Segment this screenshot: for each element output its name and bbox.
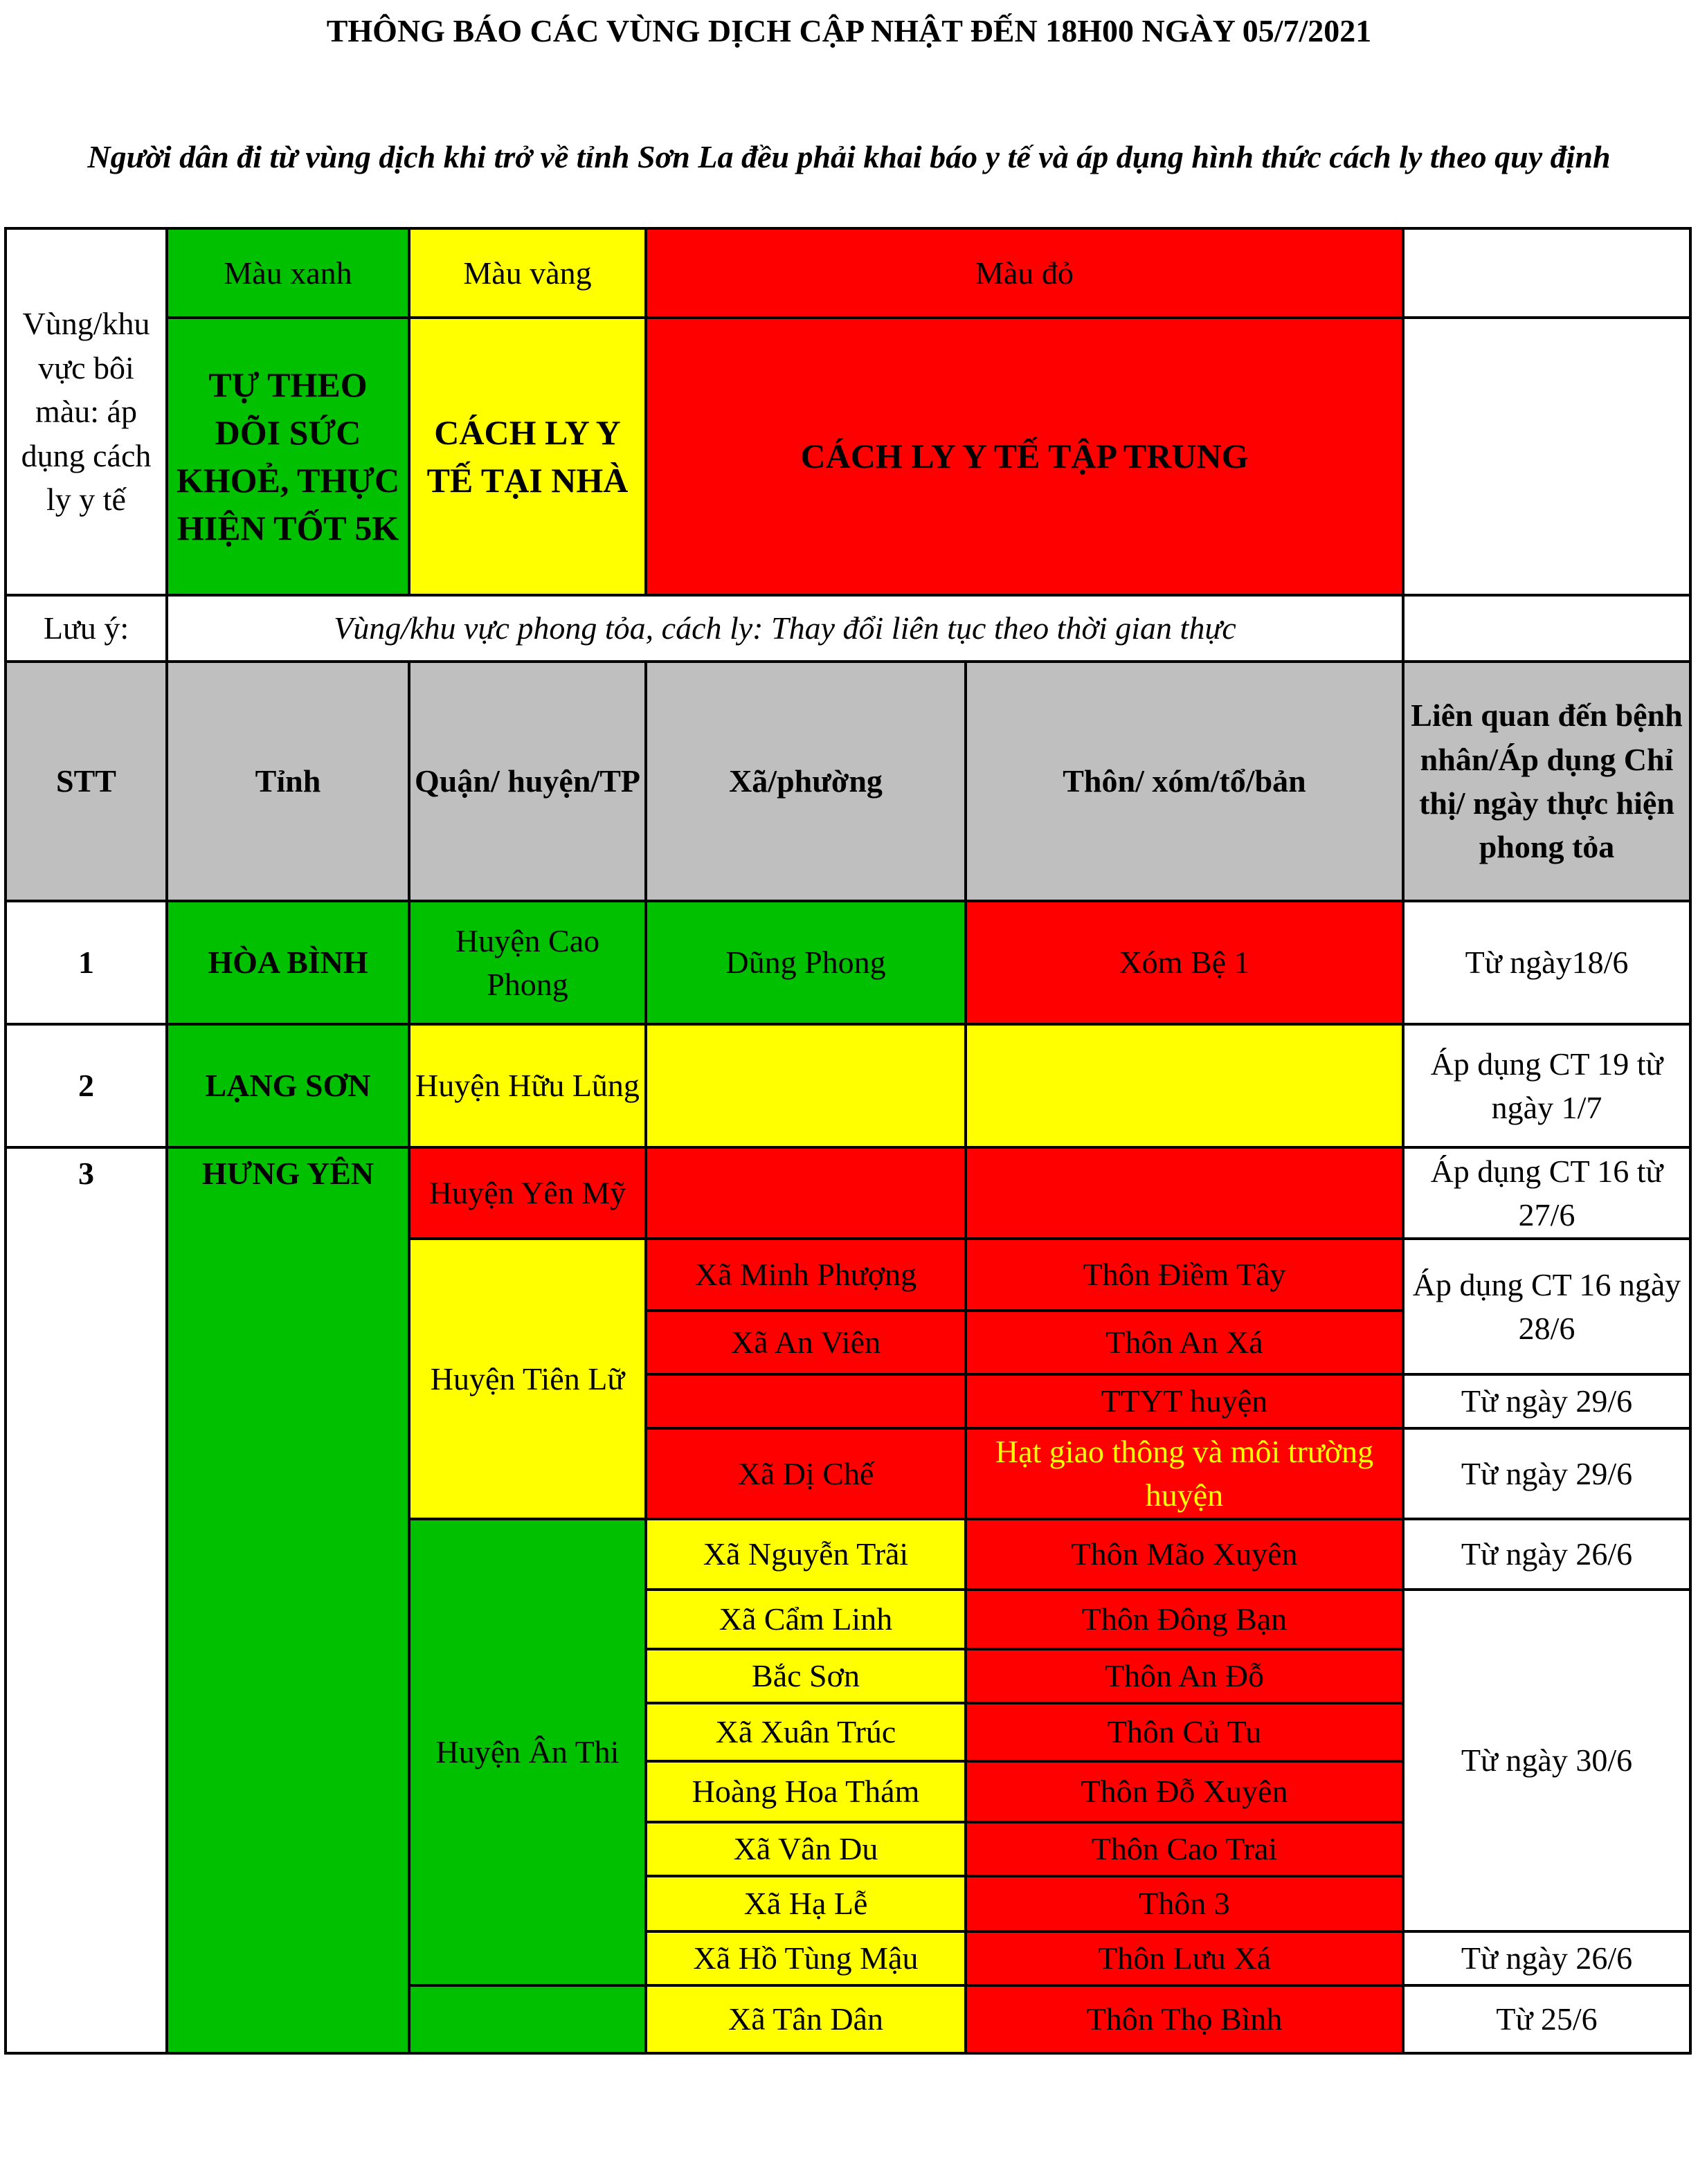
province-cell: HÒA BÌNH: [167, 901, 409, 1024]
legend-yellow-desc: CÁCH LY Y TẾ TẠI NHÀ: [409, 318, 646, 595]
village-cell: Thôn Củ Tu: [966, 1703, 1403, 1761]
legend-yellow-name: Màu vàng: [409, 228, 646, 318]
village-cell: Thôn Điềm Tây: [966, 1239, 1403, 1311]
commune-cell: Xã Nguyễn Trãi: [646, 1519, 966, 1590]
village-cell: Thôn Thọ Bình: [966, 1985, 1403, 2053]
commune-cell: Xã Hạ Lễ: [646, 1876, 966, 1931]
village-cell: Thôn An Xá: [966, 1311, 1403, 1374]
legend-empty-cell: [1403, 228, 1690, 318]
commune-cell: Xã Xuân Trúc: [646, 1703, 966, 1761]
commune-cell: Xã Dị Chế: [646, 1428, 966, 1519]
col-header-related: Liên quan đến bệnh nhân/Áp dụng Chỉ thị/ ngày thực hiện phong tỏa: [1403, 662, 1690, 901]
district-cell: Huyện Ân Thi: [409, 1519, 646, 1985]
village-cell: Thôn Cao Trai: [966, 1822, 1403, 1876]
commune-cell: [646, 1147, 966, 1239]
col-header-district: Quận/ huyện/TP: [409, 662, 646, 901]
commune-cell: Xã Hồ Tùng Mậu: [646, 1931, 966, 1985]
col-header-commune: Xã/phường: [646, 662, 966, 901]
commune-cell: Xã Minh Phượng: [646, 1239, 966, 1311]
legend-green-desc: TỰ THEO DÕI SỨC KHOẺ, THỰC HIỆN TỐT 5K: [167, 318, 409, 595]
commune-cell: Hoàng Hoa Thám: [646, 1761, 966, 1822]
legend-empty-cell: [1403, 318, 1690, 595]
village-cell: [966, 1147, 1403, 1239]
village-cell: Thôn Đông Bạn: [966, 1590, 1403, 1649]
commune-cell: Dũng Phong: [646, 901, 966, 1024]
stt-cell: 1: [6, 901, 167, 1024]
village-cell: TTYT huyện: [966, 1374, 1403, 1428]
village-cell: Xóm Bệ 1: [966, 901, 1403, 1024]
related-cell: Áp dụng CT 16 từ 27/6: [1403, 1147, 1690, 1239]
district-cell: Huyện Yên Mỹ: [409, 1147, 646, 1239]
commune-cell: Bắc Sơn: [646, 1649, 966, 1703]
note-text: Vùng/khu vực phong tỏa, cách ly: Thay đổi liên tục theo thời gian thực: [167, 595, 1403, 662]
table-row: [6, 1024, 1690, 1147]
commune-cell: [646, 1374, 966, 1428]
district-cell: Huyện Tiên Lữ: [409, 1239, 646, 1519]
commune-cell: Xã Cẩm Linh: [646, 1590, 966, 1649]
commune-cell: Xã An Viên: [646, 1311, 966, 1374]
village-cell: Hạt giao thông và môi trường huyện: [966, 1428, 1403, 1519]
related-cell: Áp dụng CT 19 từ ngày 1/7: [1403, 1024, 1690, 1147]
table-row: [6, 1147, 1690, 1239]
col-header-stt: STT: [6, 662, 167, 901]
commune-cell: Xã Tân Dân: [646, 1985, 966, 2053]
village-cell: Thôn Lưu Xá: [966, 1931, 1403, 1985]
village-cell: Thôn 3: [966, 1876, 1403, 1931]
province-cell: HƯNG YÊN: [167, 1147, 409, 2053]
district-cell: [409, 1985, 646, 2053]
commune-cell: Xã Vân Du: [646, 1822, 966, 1876]
district-cell: Huyện Cao Phong: [409, 901, 646, 1024]
related-cell: Từ ngày 29/6: [1403, 1374, 1690, 1428]
note-empty-cell: [1403, 595, 1690, 662]
note-label: Lưu ý:: [6, 595, 167, 662]
related-cell: Áp dụng CT 16 ngày 28/6: [1403, 1239, 1690, 1374]
related-cell: Từ ngày 26/6: [1403, 1931, 1690, 1985]
legend-row-label: Vùng/khu vực bôi màu: áp dụng cách ly y tế: [6, 228, 167, 595]
col-header-province: Tỉnh: [167, 662, 409, 901]
table-row: [6, 901, 1690, 1024]
related-cell: Từ ngày 30/6: [1403, 1590, 1690, 1931]
village-cell: [966, 1024, 1403, 1147]
related-cell: Từ 25/6: [1403, 1985, 1690, 2053]
related-cell: Từ ngày18/6: [1403, 901, 1690, 1024]
page-subtitle: Người dân đi từ vùng dịch khi trở về tỉnh Sơn La đều phải khai báo y tế và áp dụng hình thức cách ly theo quy định: [87, 139, 1611, 174]
province-cell: LẠNG SƠN: [167, 1024, 409, 1147]
village-cell: Thôn Mão Xuyên: [966, 1519, 1403, 1590]
col-header-village: Thôn/ xóm/tổ/bản: [966, 662, 1403, 901]
village-cell: Thôn Đỗ Xuyên: [966, 1761, 1403, 1822]
district-cell: Huyện Hữu Lũng: [409, 1024, 646, 1147]
commune-cell: [646, 1024, 966, 1147]
related-cell: Từ ngày 29/6: [1403, 1428, 1690, 1519]
epidemic-zones-table: [4, 227, 1692, 2055]
legend-green-name: Màu xanh: [167, 228, 409, 318]
legend-red-desc: CÁCH LY Y TẾ TẬP TRUNG: [646, 318, 1403, 595]
village-cell: Thôn An Đỗ: [966, 1649, 1403, 1703]
stt-cell: 3: [6, 1147, 167, 2053]
page-title: THÔNG BÁO CÁC VÙNG DỊCH CẬP NHẬT ĐẾN 18H00 NGÀY 05/7/2021: [326, 13, 1372, 48]
related-cell: Từ ngày 26/6: [1403, 1519, 1690, 1590]
legend-red-name: Màu đỏ: [646, 228, 1403, 318]
stt-cell: 2: [6, 1024, 167, 1147]
